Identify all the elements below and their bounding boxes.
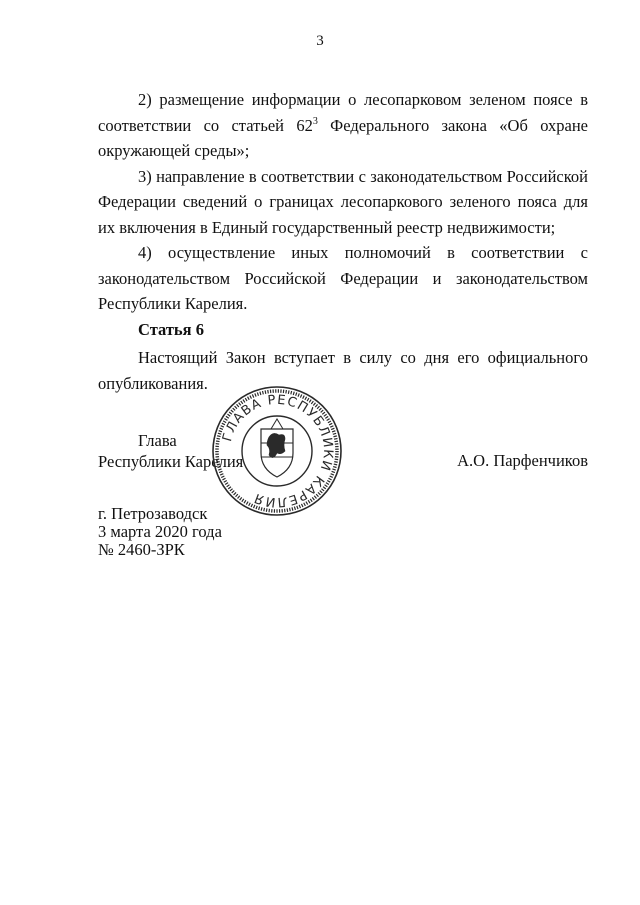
- superscript: 3: [312, 115, 318, 127]
- signatory-role-line2: Республики Карелия: [98, 452, 244, 471]
- signatory-name: А.О. Парфенчиков: [457, 451, 588, 470]
- paragraph-2: [98, 87, 588, 164]
- paragraph-2-text-end: Федерального закона «Об охране окружающей среды»;: [98, 115, 589, 160]
- article-heading: Статья 6: [138, 320, 204, 339]
- paragraph-2-text: 2) размещение информации о лесопарковом зеленом поясе в соответствии со статьей 62: [98, 90, 588, 135]
- paragraph-4: 4) осуществление иных полномочий в соответствии с законодательством Российской Федерации и законодательством Республики Карелия.: [98, 243, 588, 313]
- article-text: Настоящий Закон вступает в силу со дня его официального опубликования.: [98, 348, 588, 393]
- seal-inscription: ГЛАВА РЕСПУБЛИКИ КАРЕЛИЯ: [220, 392, 336, 510]
- body-text: [98, 87, 588, 317]
- date: 3 марта 2020 года: [98, 522, 222, 541]
- city: г. Петрозаводск: [98, 504, 208, 523]
- document-details: [98, 505, 222, 559]
- official-seal: [211, 385, 343, 517]
- law-number: № 2460-ЗРК: [98, 540, 185, 559]
- signatory-role-line1: Глава: [138, 431, 177, 450]
- page-number: 3: [316, 33, 324, 49]
- coat-of-arms-icon: [261, 419, 293, 477]
- paragraph-3: 3) направление в соответствии с законодательством Российской Федерации сведений о границах лесопаркового зеленого пояса для их включения в Единый государственный реестр недвижимости;: [98, 166, 588, 237]
